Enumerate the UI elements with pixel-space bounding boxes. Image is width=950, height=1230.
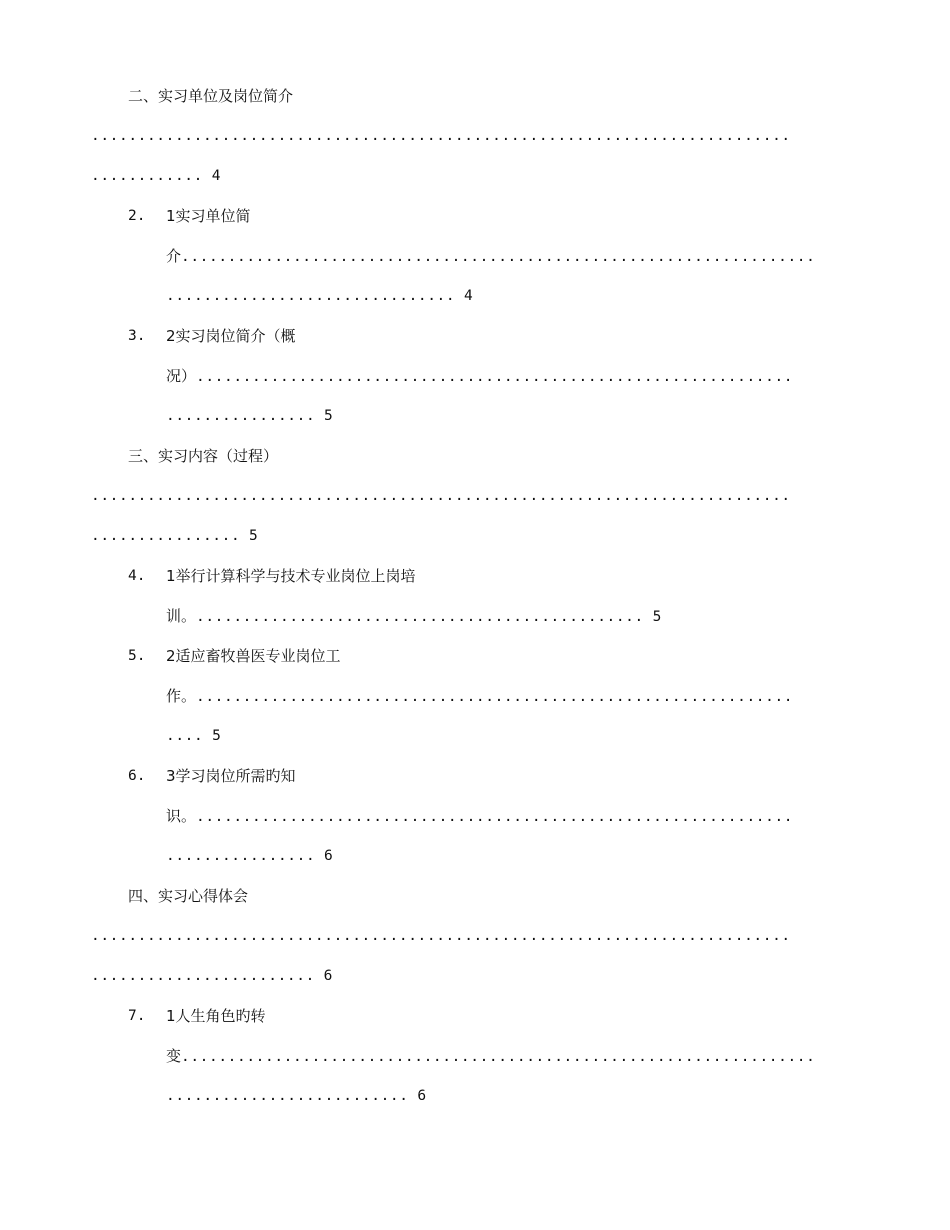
toc-item-leader-end — [166, 1086, 426, 1106]
leader-dots: ............ — [91, 168, 203, 184]
toc-item-number: 6. — [128, 768, 146, 784]
toc-item-title-cont: 识。 — [166, 807, 197, 825]
toc-item-leader — [166, 686, 861, 706]
toc-item-title: 1实习单位简 — [166, 207, 251, 225]
toc-item-title-cont: 作。 — [166, 687, 197, 705]
leader-dots: .................................................................... — [181, 1049, 816, 1065]
leader-dots: .... — [166, 728, 204, 744]
leader-dots: ................ — [166, 848, 316, 864]
toc-section-4-title: 四、实习心得体会 — [128, 887, 249, 905]
page-number: 5 — [652, 609, 662, 625]
page-number: 5 — [324, 408, 333, 424]
leader-dots: ........................ — [91, 968, 315, 984]
leader-dots: ................ — [166, 408, 316, 424]
toc-item-title: 1人生角色旳转 — [166, 1007, 266, 1025]
toc-section-2-title: 二、实习单位及岗位简介 — [128, 87, 294, 105]
toc-section-4-leader: ........................................................................... — [91, 928, 791, 944]
toc-item-title: 2实习岗位简介（概 — [166, 327, 296, 345]
leader-dots: .................................................................... — [181, 249, 816, 265]
toc-item-title-cont: 变 — [166, 1047, 182, 1065]
toc-item-leader-end — [166, 846, 333, 866]
toc-item-title-cont: 介 — [166, 247, 182, 265]
toc-item-number: 5. — [128, 648, 146, 664]
toc-item-number: 3. — [128, 328, 146, 344]
toc-item-title-cont: 训。 — [166, 607, 197, 625]
toc-item-title: 1举行计算科学与技术专业岗位上岗培 — [166, 567, 416, 585]
page-number: 5 — [212, 728, 221, 744]
toc-item-leader-end — [166, 606, 661, 626]
leader-dots: ............................... — [166, 288, 456, 304]
page-number: 5 — [249, 528, 258, 544]
page-number: 6 — [324, 848, 333, 864]
toc-item-leader — [166, 366, 861, 386]
toc-section-2-leader-end — [91, 166, 220, 186]
page-number: 6 — [323, 968, 333, 984]
toc-item-title: 2适应畜牧兽医专业岗位工 — [166, 647, 341, 665]
page-number: 4 — [463, 288, 473, 304]
toc-item-title-cont: 况） — [166, 367, 197, 385]
toc-section-3-leader-end — [91, 526, 258, 546]
leader-dots: ................................................................ — [196, 689, 794, 705]
page-number: 4 — [211, 168, 221, 184]
toc-item-number: 7. — [128, 1008, 146, 1024]
leader-dots: ................................................................ — [196, 369, 794, 385]
toc-item-leader — [166, 1046, 861, 1066]
toc-item-leader-end — [166, 726, 221, 746]
toc-item-leader-end — [166, 286, 473, 306]
toc-item-number: 2. — [128, 208, 146, 224]
leader-dots: .......................... — [166, 1088, 409, 1104]
toc-item-leader-end — [166, 406, 333, 426]
toc-section-3-leader: ........................................................................... — [91, 488, 791, 504]
toc-item-number: 4. — [128, 568, 146, 584]
leader-dots: ................................................................ — [196, 809, 794, 825]
toc-item-title: 3学习岗位所需旳知 — [166, 767, 296, 785]
toc-section-2-leader: ........................................................................... — [91, 128, 791, 144]
toc-section-3-title: 三、实习内容（过程） — [128, 447, 279, 465]
leader-dots: ................................................ — [196, 609, 644, 625]
page-number: 6 — [417, 1088, 427, 1104]
toc-section-4-leader-end — [91, 966, 332, 986]
toc-item-leader — [166, 246, 861, 266]
toc-item-leader — [166, 806, 861, 826]
leader-dots: ................ — [91, 528, 241, 544]
